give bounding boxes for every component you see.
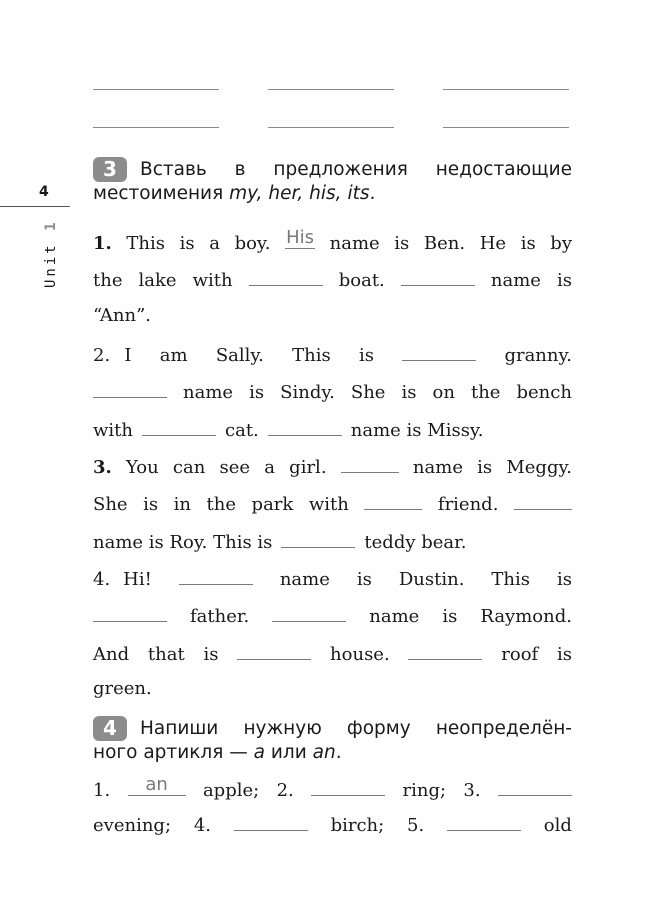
answer-blank[interactable] (249, 267, 323, 286)
answer-blank[interactable] (268, 417, 342, 436)
exercise-line (93, 566, 572, 592)
word: You (125, 457, 159, 478)
word: father. (190, 606, 250, 627)
word: roof (501, 644, 539, 665)
word: name (369, 606, 420, 627)
word: Ben. (423, 233, 466, 254)
word: am (159, 345, 188, 366)
word: is (356, 569, 372, 590)
word: Raymond. (480, 606, 572, 627)
answer-blank[interactable] (93, 603, 167, 622)
answer-blank-filled[interactable] (128, 774, 186, 796)
word: name (490, 270, 541, 291)
word: is (358, 345, 374, 366)
word: name (279, 569, 330, 590)
instruction-text: или (270, 742, 307, 763)
word: by (550, 233, 572, 254)
word: is (179, 233, 195, 254)
word: Hi! (123, 569, 152, 590)
answer-blank[interactable] (281, 529, 355, 548)
word: the (470, 382, 501, 403)
example-answer: an (145, 774, 168, 795)
exercise-line (93, 603, 572, 629)
instruction-text: местоимения (93, 183, 224, 204)
word: is (556, 270, 572, 291)
word: friend. (437, 494, 499, 515)
exercise-line (93, 305, 572, 331)
word: is (477, 457, 493, 478)
word: name (183, 382, 234, 403)
word: is (401, 382, 417, 403)
word: This (491, 569, 530, 590)
answer-line[interactable] (443, 127, 569, 128)
answer-blank[interactable] (401, 267, 475, 286)
answer-line[interactable] (268, 89, 394, 90)
answer-line[interactable] (443, 89, 569, 90)
word: is (556, 569, 572, 590)
word: This (126, 233, 165, 254)
unit-label-text: Unit (43, 242, 59, 288)
word: with (93, 420, 133, 441)
answer-blank[interactable] (498, 777, 572, 796)
instruction-period: . (335, 742, 342, 763)
word: see (219, 457, 251, 478)
item-number: 3. (463, 780, 481, 801)
word: old (543, 815, 572, 836)
example-answer: His (286, 227, 314, 248)
exercise-line (93, 227, 572, 256)
task-instruction-line2 (93, 741, 342, 765)
item-number: 5. (407, 815, 425, 836)
answer-blank[interactable] (341, 454, 399, 473)
answer-blank-filled[interactable] (285, 227, 315, 249)
exercise-line (93, 267, 572, 293)
word: is (203, 644, 219, 665)
word: with (192, 270, 233, 291)
answer-blank[interactable] (447, 812, 521, 831)
word: boy. (234, 233, 271, 254)
task-instruction-line1: Вставь в предложения недостающие (140, 159, 572, 180)
word: bench (516, 382, 572, 403)
item-number: 4. (93, 569, 111, 590)
word: He (479, 233, 507, 254)
item-number: 1. (93, 233, 112, 254)
word: name is Roy. This is (93, 532, 273, 553)
exercise-line (93, 379, 572, 405)
answer-line[interactable] (93, 127, 219, 128)
word: ring; (402, 780, 447, 801)
instruction-article-an: an (312, 742, 336, 763)
task-instruction-line2 (93, 182, 375, 206)
item-number: 1. (93, 780, 111, 801)
exercise-line (93, 491, 572, 517)
instruction-article-a: a (253, 742, 265, 763)
unit-number: 1 (43, 219, 59, 231)
word: Sindy. (280, 382, 335, 403)
item-number: 2. (93, 345, 111, 366)
word: the (93, 270, 123, 291)
word: “Ann”. (93, 305, 151, 326)
instruction-period: . (369, 183, 376, 204)
word: She (350, 382, 386, 403)
page-number-rule (0, 206, 70, 207)
exercise-line (93, 417, 572, 443)
answer-blank[interactable] (402, 342, 476, 361)
word: a (209, 233, 220, 254)
exercise-line (93, 774, 572, 803)
answer-line[interactable] (93, 89, 219, 90)
instruction-pronouns: my, her, his, its (229, 183, 370, 204)
word: is (520, 233, 536, 254)
answer-blank[interactable] (514, 491, 572, 510)
word: Sally. (215, 345, 264, 366)
unit-side-label (43, 219, 59, 288)
item-number: 3. (93, 457, 112, 478)
task-number-badge: 4 (93, 716, 127, 741)
task-instruction-line1: Напиши нужную форму неопределён- (140, 718, 572, 739)
answer-blank[interactable] (234, 812, 308, 831)
word: can (172, 457, 206, 478)
word: Dustin. (398, 569, 465, 590)
word: green. (93, 678, 152, 699)
answer-blank[interactable] (311, 777, 385, 796)
word: name (412, 457, 463, 478)
word: cat. (225, 420, 259, 441)
word: park (251, 494, 294, 515)
word: teddy bear. (364, 532, 467, 553)
exercise-line (93, 454, 572, 480)
word: that (147, 644, 185, 665)
word: And (93, 644, 130, 665)
word: Meggy. (506, 457, 572, 478)
answer-blank[interactable] (93, 379, 167, 398)
word: a (264, 457, 275, 478)
word: apple; (202, 780, 260, 801)
word: is (394, 233, 410, 254)
word: birch; (330, 815, 385, 836)
word: She (93, 494, 128, 515)
word: is (249, 382, 265, 403)
answer-blank[interactable] (272, 603, 346, 622)
item-number: 4. (193, 815, 211, 836)
exercise-line (93, 812, 572, 838)
word: with (308, 494, 349, 515)
answer-blank[interactable] (408, 641, 482, 660)
exercise-line (93, 342, 572, 368)
answer-blank[interactable] (237, 641, 311, 660)
answer-line[interactable] (268, 127, 394, 128)
word: evening; (93, 815, 172, 836)
word: is (556, 644, 572, 665)
word: This (292, 345, 331, 366)
word: name (329, 233, 380, 254)
item-number: 2. (276, 780, 294, 801)
exercise-line (93, 641, 572, 667)
word: the (206, 494, 237, 515)
word: lake (138, 270, 177, 291)
word: I (124, 345, 132, 366)
word: house. (330, 644, 390, 665)
answer-blank[interactable] (142, 417, 216, 436)
instruction-text: ного артикля — (93, 742, 248, 763)
exercise-line (93, 678, 572, 704)
page-number: 4 (39, 184, 49, 200)
word: girl. (289, 457, 327, 478)
word: is (442, 606, 458, 627)
task-number-badge: 3 (93, 157, 127, 182)
answer-blank[interactable] (364, 491, 422, 510)
word: on (432, 382, 455, 403)
word: is (143, 494, 159, 515)
answer-blank[interactable] (179, 566, 253, 585)
word: granny. (504, 345, 572, 366)
word: boat. (338, 270, 385, 291)
word: in (173, 494, 191, 515)
word: name is Missy. (350, 420, 484, 441)
exercise-line (93, 529, 572, 555)
